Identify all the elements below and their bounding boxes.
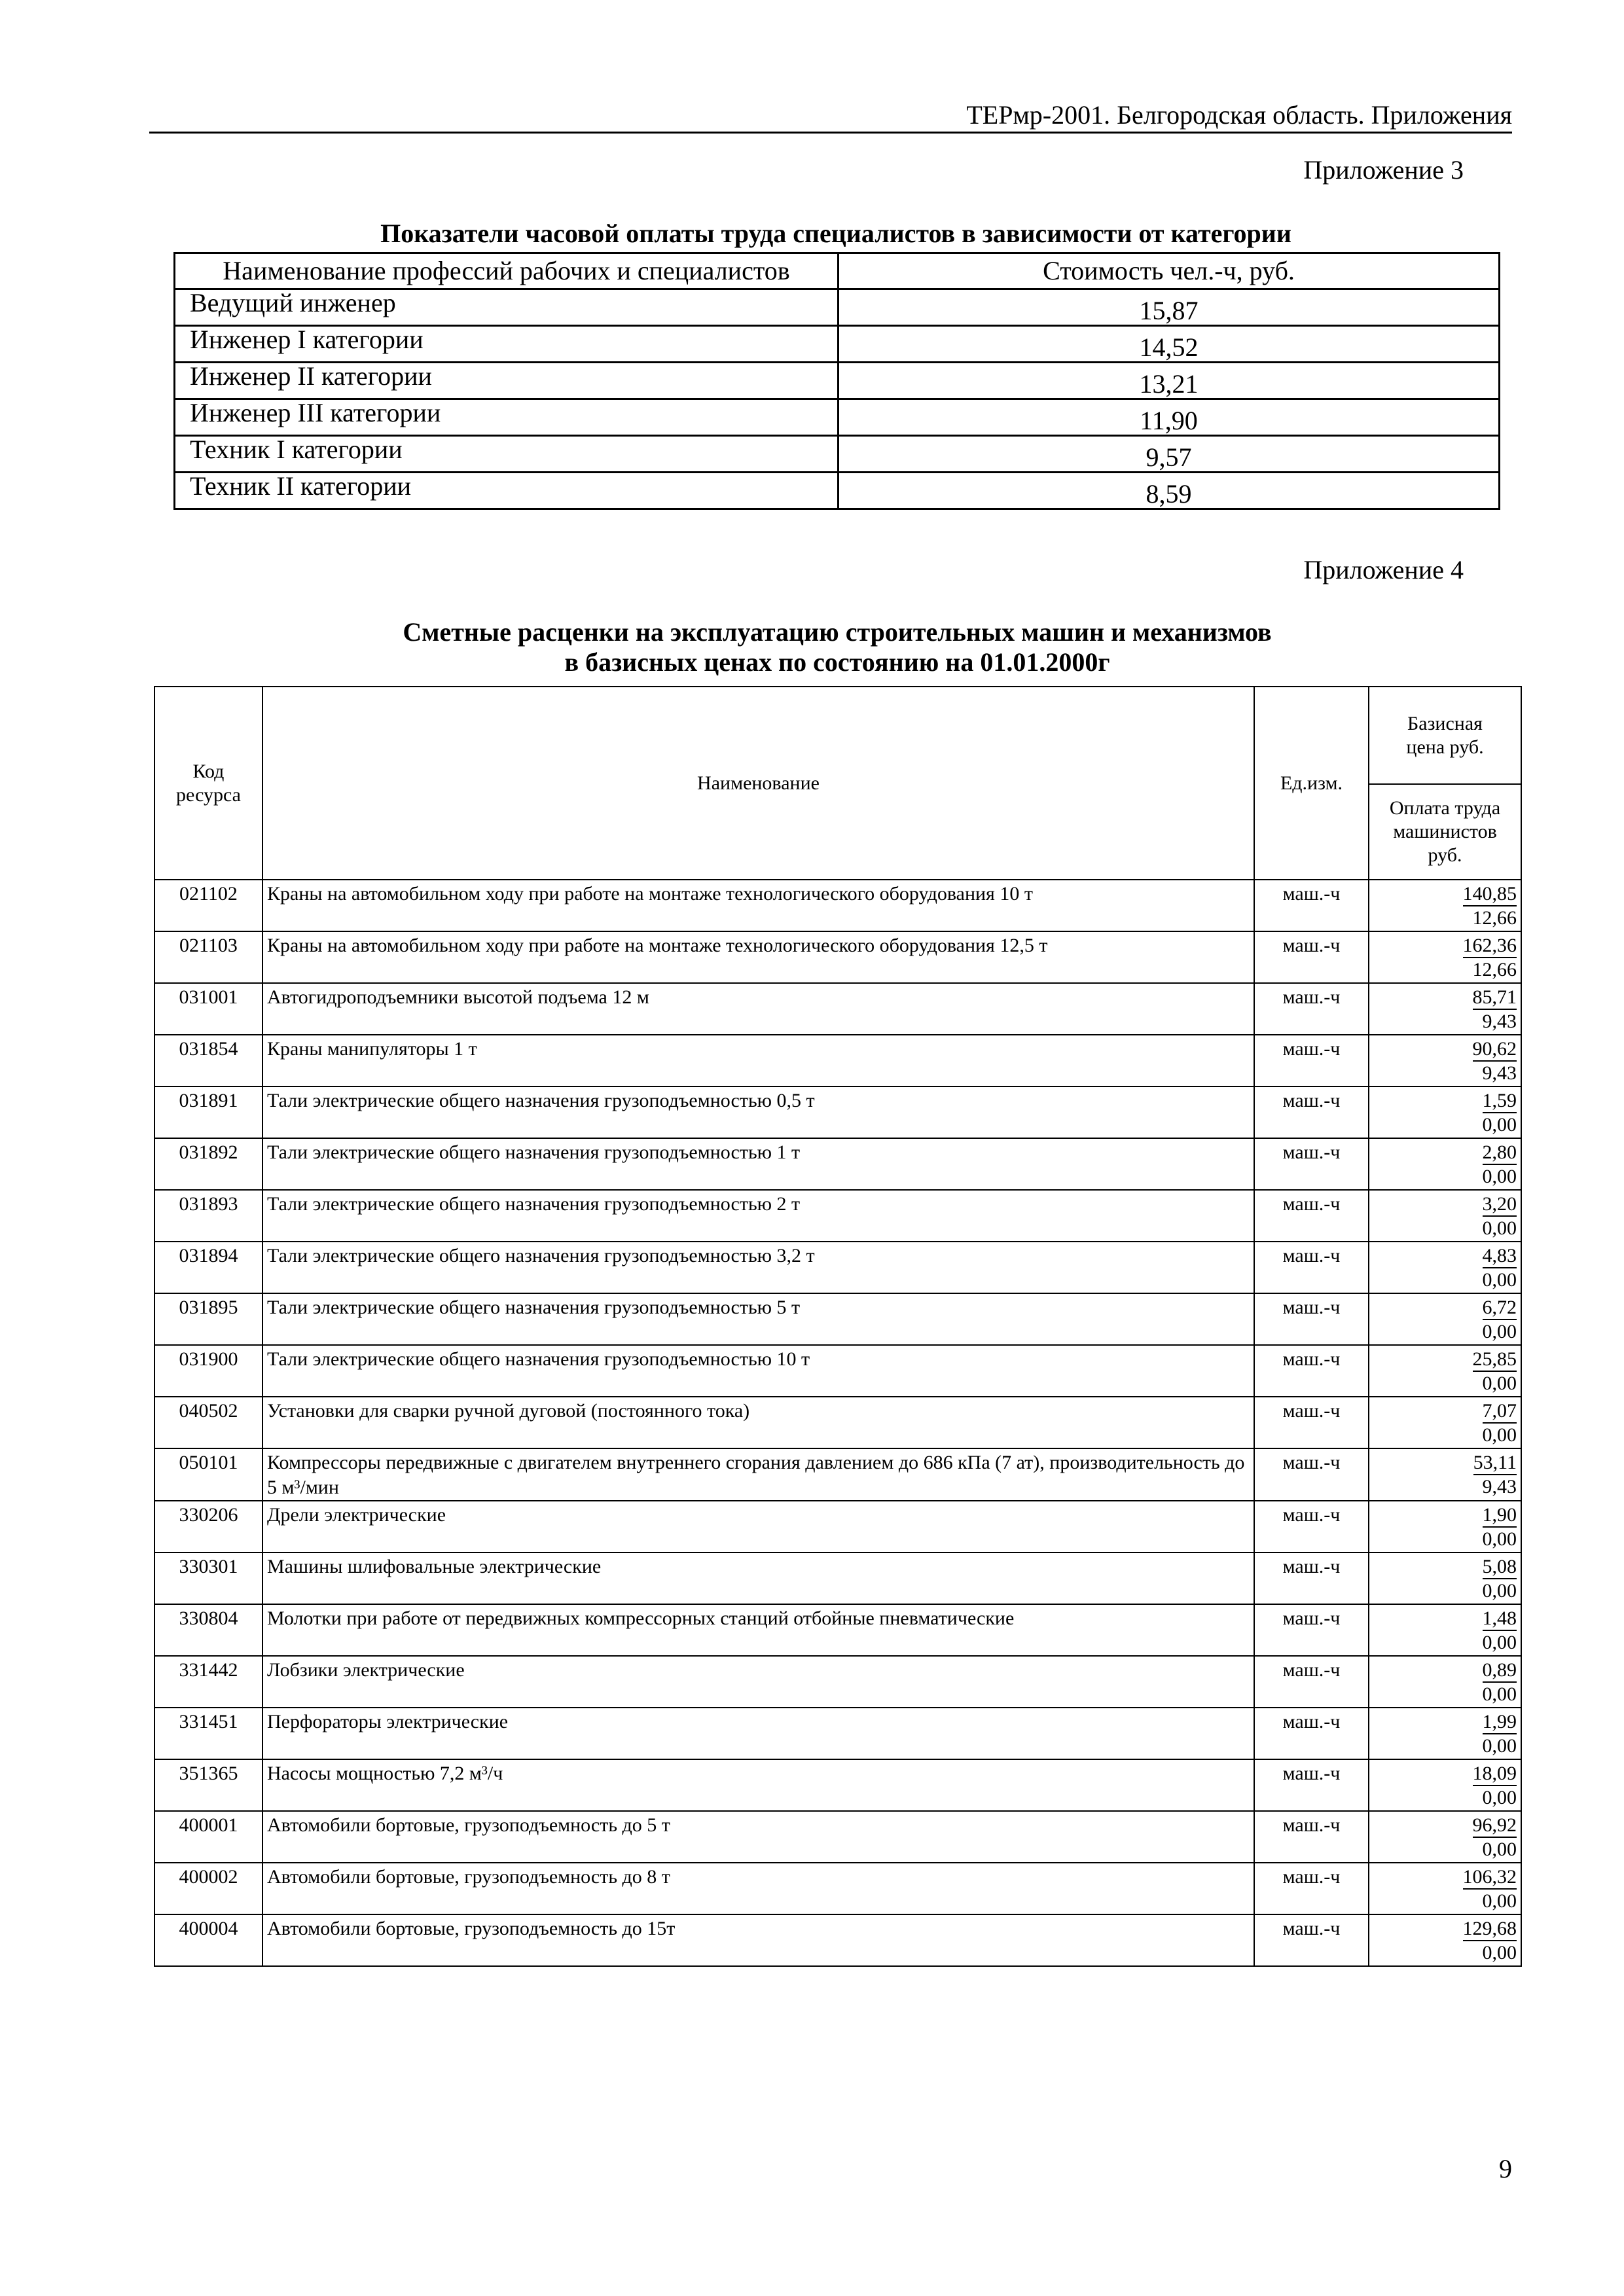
base-price: 85,71 [1473, 986, 1517, 1010]
table-row [154, 1138, 1521, 1190]
table-row [175, 289, 1500, 326]
base-price: 90,62 [1473, 1038, 1517, 1062]
base-price: 4,83 [1483, 1245, 1517, 1268]
resource-name: Насосы мощностью 7,2 м³/ч [262, 1759, 1254, 1811]
table-row [154, 1190, 1521, 1242]
resource-code: 031894 [154, 1242, 262, 1293]
column-header-cost: Стоимость чел.-ч, руб. [839, 253, 1500, 289]
price-cell [1369, 1811, 1521, 1863]
table-row [154, 983, 1521, 1035]
operator-labor-cost: 0,00 [1482, 1580, 1517, 1602]
base-price: 1,48 [1483, 1607, 1517, 1631]
table-row [154, 1448, 1521, 1501]
operator-labor-cost: 9,43 [1482, 1476, 1517, 1498]
resource-unit: маш.-ч [1254, 1759, 1369, 1811]
base-price: 18,09 [1473, 1763, 1517, 1786]
resource-unit: маш.-ч [1254, 1863, 1369, 1914]
machine-rates-table [154, 686, 1522, 1967]
hourly-rates-body [175, 289, 1500, 509]
resource-code: 021102 [154, 880, 262, 931]
appendix-4-title-line2: в базисных ценах по состоянию на 01.01.2000г [564, 647, 1110, 677]
table-row [175, 363, 1500, 399]
table-row [154, 1863, 1521, 1914]
resource-name: Тали электрические общего назначения грузоподъемностью 0,5 т [262, 1086, 1254, 1138]
table-row [175, 399, 1500, 436]
appendix-3-label: Приложение 3 [1303, 155, 1464, 185]
price-cell [1369, 931, 1521, 983]
resource-code: 031893 [154, 1190, 262, 1242]
base-price: 7,07 [1483, 1400, 1517, 1424]
base-price: 6,72 [1483, 1297, 1517, 1320]
hourly-rates-table [173, 252, 1500, 510]
appendix-3-title: Показатели часовой оплаты труда специалистов в зависимости от категории [380, 219, 1291, 248]
price-cell [1369, 1138, 1521, 1190]
base-price: 1,59 [1483, 1090, 1517, 1113]
base-price: 96,92 [1473, 1814, 1517, 1838]
table-row [154, 1552, 1521, 1604]
resource-name: Лобзики электрические [262, 1656, 1254, 1708]
base-price: 129,68 [1463, 1918, 1517, 1941]
operator-labor-cost: 0,00 [1482, 1735, 1517, 1757]
resource-code: 330206 [154, 1501, 262, 1552]
price-cell [1369, 880, 1521, 931]
operator-labor-cost: 0,00 [1482, 1839, 1517, 1860]
table-row [154, 931, 1521, 983]
hourly-cost: 9,57 [839, 436, 1500, 473]
hourly-cost: 14,52 [839, 326, 1500, 363]
resource-name: Тали электрические общего назначения грузоподъемностью 10 т [262, 1345, 1254, 1397]
resource-name: Компрессоры передвижные с двигателем внутреннего сгорания давлением до 686 кПа (7 ат), производительность до 5 м³/мин [262, 1448, 1254, 1501]
operator-labor-cost: 0,00 [1482, 1114, 1517, 1136]
table-row [154, 880, 1521, 931]
resource-code: 040502 [154, 1397, 262, 1448]
price-cell [1369, 1035, 1521, 1086]
operator-labor-cost: 0,00 [1482, 1269, 1517, 1291]
price-cell [1369, 1501, 1521, 1552]
base-price: 25,85 [1473, 1348, 1517, 1372]
running-header: ТЕРмр-2001. Белгородская область. Приложения [966, 100, 1512, 130]
table-row [154, 1345, 1521, 1397]
price-cell [1369, 1397, 1521, 1448]
resource-unit: маш.-ч [1254, 1448, 1369, 1501]
price-cell [1369, 1863, 1521, 1914]
base-price: 1,90 [1483, 1504, 1517, 1528]
operator-labor-cost: 0,00 [1482, 1321, 1517, 1342]
operator-labor-cost: 9,43 [1482, 1011, 1517, 1032]
resource-code: 031854 [154, 1035, 262, 1086]
table-row [154, 1811, 1521, 1863]
price-cell [1369, 1759, 1521, 1811]
profession-name: Техник II категории [175, 473, 839, 509]
resource-name: Краны на автомобильном ходу при работе на монтаже технологического оборудования 12,5 т [262, 931, 1254, 983]
resource-name: Тали электрические общего назначения грузоподъемностью 1 т [262, 1138, 1254, 1190]
resource-code: 400004 [154, 1914, 262, 1966]
resource-unit: маш.-ч [1254, 1190, 1369, 1242]
price-cell [1369, 1552, 1521, 1604]
price-cell [1369, 1345, 1521, 1397]
appendix-4-title-line1: Сметные расценки на эксплуатацию строительных машин и механизмов [403, 617, 1272, 647]
resource-code: 400001 [154, 1811, 262, 1863]
price-cell [1369, 1242, 1521, 1293]
operator-labor-cost: 0,00 [1482, 1166, 1517, 1187]
operator-labor-cost: 0,00 [1482, 1942, 1517, 1964]
table-row [154, 1656, 1521, 1708]
operator-labor-cost: 0,00 [1482, 1528, 1517, 1550]
table-row [154, 1086, 1521, 1138]
resource-name: Тали электрические общего назначения грузоподъемностью 5 т [262, 1293, 1254, 1345]
table-header-row [175, 253, 1500, 289]
base-price: 1,99 [1483, 1711, 1517, 1734]
resource-code: 050101 [154, 1448, 262, 1501]
resource-code: 021103 [154, 931, 262, 983]
operator-labor-cost: 12,66 [1472, 907, 1517, 929]
header-divider [149, 132, 1512, 134]
resource-unit: маш.-ч [1254, 1811, 1369, 1863]
resource-unit: маш.-ч [1254, 1708, 1369, 1759]
operator-labor-cost: 12,66 [1472, 959, 1517, 980]
base-price: 106,32 [1463, 1866, 1517, 1890]
page-number: 9 [1499, 2154, 1512, 2183]
resource-code: 031900 [154, 1345, 262, 1397]
resource-code: 031001 [154, 983, 262, 1035]
column-header-name: Наименование [262, 687, 1254, 880]
resource-unit: маш.-ч [1254, 1914, 1369, 1966]
resource-unit: маш.-ч [1254, 1656, 1369, 1708]
base-price: 0,89 [1483, 1659, 1517, 1683]
table-row [154, 1708, 1521, 1759]
resource-unit: маш.-ч [1254, 1501, 1369, 1552]
base-price: 140,85 [1463, 883, 1517, 906]
resource-name: Автомобили бортовые, грузоподъемность до 15т [262, 1914, 1254, 1966]
profession-name: Инженер II категории [175, 363, 839, 399]
price-cell [1369, 983, 1521, 1035]
resource-unit: маш.-ч [1254, 1552, 1369, 1604]
operator-labor-cost: 0,00 [1482, 1632, 1517, 1653]
appendix-4-label: Приложение 4 [1303, 555, 1464, 584]
operator-labor-cost: 0,00 [1482, 1372, 1517, 1394]
resource-name: Автомобили бортовые, грузоподъемность до 8 т [262, 1863, 1254, 1914]
profession-name: Техник I категории [175, 436, 839, 473]
resource-name: Автомобили бортовые, грузоподъемность до 5 т [262, 1811, 1254, 1863]
resource-name: Машины шлифовальные электрические [262, 1552, 1254, 1604]
resource-name: Краны манипуляторы 1 т [262, 1035, 1254, 1086]
resource-code: 330301 [154, 1552, 262, 1604]
resource-unit: маш.-ч [1254, 931, 1369, 983]
resource-name: Молотки при работе от передвижных компрессорных станций отбойные пневматические [262, 1604, 1254, 1656]
resource-unit: маш.-ч [1254, 983, 1369, 1035]
column-header-labor: Оплата труда машинистов руб. [1369, 784, 1521, 880]
operator-labor-cost: 0,00 [1482, 1683, 1517, 1705]
resource-code: 331442 [154, 1656, 262, 1708]
resource-unit: маш.-ч [1254, 1345, 1369, 1397]
base-price: 162,36 [1463, 935, 1517, 958]
resource-unit: маш.-ч [1254, 1138, 1369, 1190]
hourly-cost: 15,87 [839, 289, 1500, 326]
operator-labor-cost: 9,43 [1482, 1062, 1517, 1084]
resource-name: Краны на автомобильном ходу при работе на монтаже технологического оборудования 10 т [262, 880, 1254, 931]
resource-code: 330804 [154, 1604, 262, 1656]
table-row [154, 1914, 1521, 1966]
price-cell [1369, 1448, 1521, 1501]
base-price: 53,11 [1473, 1452, 1517, 1475]
resource-unit: маш.-ч [1254, 1035, 1369, 1086]
column-header-base-price: Базисная цена руб. [1369, 687, 1521, 784]
hourly-cost: 8,59 [839, 473, 1500, 509]
resource-name: Установки для сварки ручной дуговой (постоянного тока) [262, 1397, 1254, 1448]
resource-code: 031892 [154, 1138, 262, 1190]
price-cell [1369, 1656, 1521, 1708]
column-header-profession: Наименование профессий рабочих и специалистов [175, 253, 839, 289]
resource-unit: маш.-ч [1254, 1604, 1369, 1656]
operator-labor-cost: 0,00 [1482, 1890, 1517, 1912]
resource-code: 031891 [154, 1086, 262, 1138]
resource-code: 351365 [154, 1759, 262, 1811]
table-row [154, 1035, 1521, 1086]
profession-name: Инженер I категории [175, 326, 839, 363]
resource-name: Тали электрические общего назначения грузоподъемностью 2 т [262, 1190, 1254, 1242]
price-cell [1369, 1086, 1521, 1138]
table-row [154, 1604, 1521, 1656]
table-row [154, 1397, 1521, 1448]
resource-code: 031895 [154, 1293, 262, 1345]
hourly-cost: 13,21 [839, 363, 1500, 399]
table-row [154, 1501, 1521, 1552]
column-header-code: Код ресурса [154, 687, 262, 880]
table-row [154, 1293, 1521, 1345]
base-price: 3,20 [1483, 1193, 1517, 1217]
base-price: 2,80 [1483, 1141, 1517, 1165]
hourly-cost: 11,90 [839, 399, 1500, 436]
table-header-row [154, 687, 1521, 784]
base-price: 5,08 [1483, 1556, 1517, 1579]
resource-name: Тали электрические общего назначения грузоподъемностью 3,2 т [262, 1242, 1254, 1293]
price-cell [1369, 1190, 1521, 1242]
resource-unit: маш.-ч [1254, 1397, 1369, 1448]
resource-code: 331451 [154, 1708, 262, 1759]
price-cell [1369, 1293, 1521, 1345]
table-row [175, 436, 1500, 473]
resource-unit: маш.-ч [1254, 1293, 1369, 1345]
resource-name: Автогидроподъемники высотой подъема 12 м [262, 983, 1254, 1035]
profession-name: Инженер III категории [175, 399, 839, 436]
price-cell [1369, 1604, 1521, 1656]
table-row [175, 326, 1500, 363]
profession-name: Ведущий инженер [175, 289, 839, 326]
operator-labor-cost: 0,00 [1482, 1217, 1517, 1239]
resource-unit: маш.-ч [1254, 880, 1369, 931]
column-header-unit: Ед.изм. [1254, 687, 1369, 880]
price-cell [1369, 1708, 1521, 1759]
table-row [154, 1242, 1521, 1293]
resource-name: Дрели электрические [262, 1501, 1254, 1552]
resource-code: 400002 [154, 1863, 262, 1914]
resource-unit: маш.-ч [1254, 1242, 1369, 1293]
operator-labor-cost: 0,00 [1482, 1787, 1517, 1808]
resource-unit: маш.-ч [1254, 1086, 1369, 1138]
resource-name: Перфораторы электрические [262, 1708, 1254, 1759]
table-row [154, 1759, 1521, 1811]
table-row [175, 473, 1500, 509]
machine-rates-body [154, 880, 1521, 1966]
price-cell [1369, 1914, 1521, 1966]
operator-labor-cost: 0,00 [1482, 1424, 1517, 1446]
